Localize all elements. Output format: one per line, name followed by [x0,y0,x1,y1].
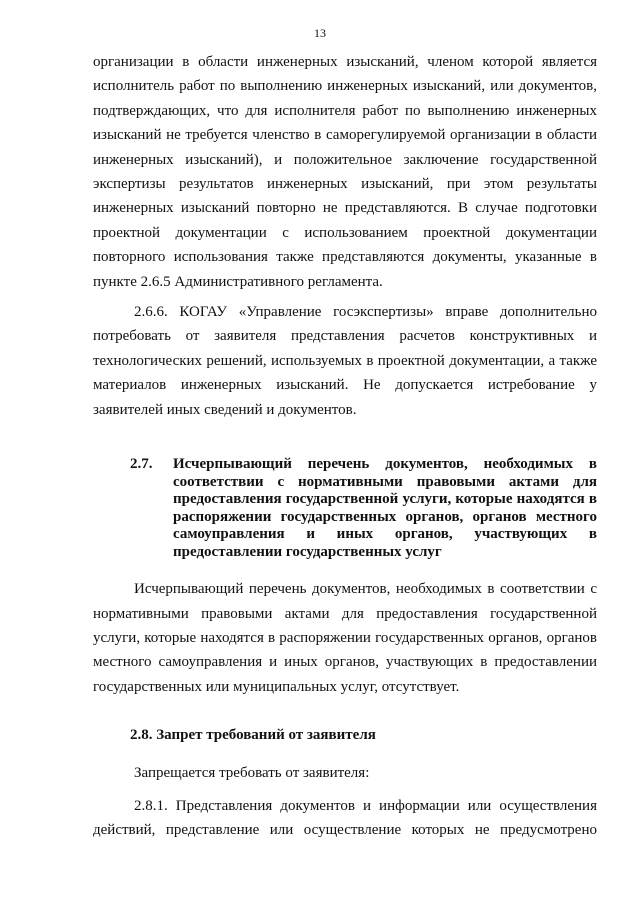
paragraph-2-6-6: 2.6.6. КОГАУ «Управление госэкспертизы» вправе дополнительно потребовать от заявителя представления расчетов конструктивных и технологических решений, используемых в проектной документации, а также материалов инженерных изысканий. Не допускается истребование у заявителей иных сведений и документов. [93,304,597,418]
paragraph-2-7-body: Исчерпывающий перечень документов, необходимых в соответствии с нормативными правовыми актами для предоставления государственной услуги, которые находятся в распоряжении государственных органов, органов местного самоуправления и иных органов, участвующих в предоставлении государственных или муниципальных услуг, отсутствует. [93,581,597,695]
paragraph-2-8-intro: Запрещается требовать от заявителя: [134,765,370,782]
section-2-7-heading [93,456,597,561]
section-2-7-number: 2.7. [130,456,153,473]
text-column [93,50,597,842]
paragraph-continued: организации в области инженерных изысканий, членом которой является исполнитель работ по выполнению инженерных изысканий, или документов, подтверждающих, что для исполнителя работ по выполнению инженерных изысканий не требуется членство в саморегулируемой организации в области инженерных изысканий), и положительное заключение государственной экспертизы результатов инженерных изысканий, при этом результаты инженерных изысканий повторно не представляются. В случае подготовки проектной документации с использованием проектной документации повторного использования также представляются документы, указанные в пункте 2.6.5 Административного регламента. [93,54,597,290]
section-2-8-heading: 2.8. Запрет требований от заявителя [130,727,376,744]
section-2-7-title: Исчерпывающий перечень документов, необходимых в соответствии с нормативными правовыми актами для предоставления государственной услуги, которые находятся в распоряжении государственных органов, органов местного самоуправления и иных органов, участвующих в предоставлении государственных услуг [173,456,597,560]
page-number: 13 [314,26,326,40]
paragraph-2-8-1: 2.8.1. Представления документов и информации или осуществления действий, представление или осуществление которых не предусмотрено [93,797,597,838]
